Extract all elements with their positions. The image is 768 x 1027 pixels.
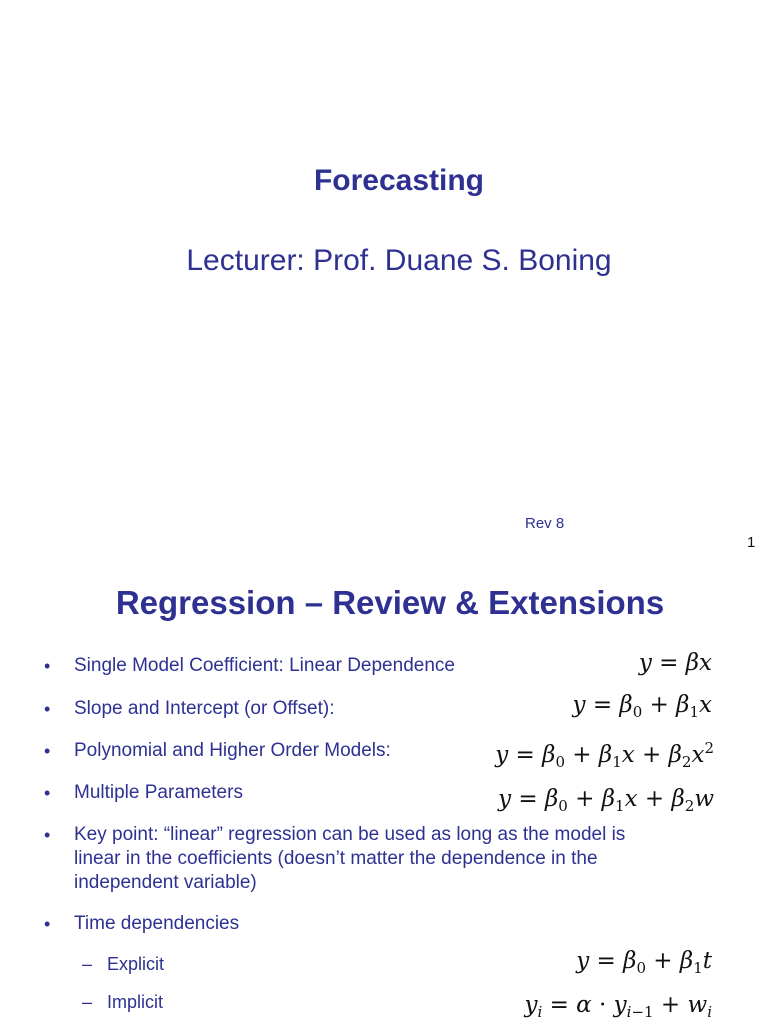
page-number: 1 bbox=[747, 534, 756, 551]
bullet-slope-intercept: Slope and Intercept (or Offset): bbox=[74, 698, 335, 719]
equation-multiple-parameters: $y = \beta_0 + \beta_1x + \beta_2w$ bbox=[498, 786, 714, 815]
bullet-single-coefficient: Single Model Coefficient: Linear Dependence bbox=[74, 655, 455, 676]
bullet-time-dependencies: Time dependencies bbox=[74, 913, 240, 934]
bullet-marker: • bbox=[44, 699, 51, 719]
bullet-key-point-line3: independent variable) bbox=[74, 872, 257, 893]
sub-bullet-explicit: Explicit bbox=[107, 954, 165, 974]
bullet-marker: • bbox=[44, 741, 51, 761]
slide1-title: Forecasting bbox=[313, 164, 485, 197]
bullet-marker: • bbox=[44, 914, 51, 934]
bullet-key-point-line2: linear in the coefficients (doesn’t matter the dependence in the bbox=[74, 848, 598, 869]
lecturer-line: Lecturer: Prof. Duane S. Boning bbox=[186, 244, 612, 277]
bullet-polynomial: Polynomial and Higher Order Models: bbox=[74, 740, 391, 761]
sub-bullet-implicit: Implicit bbox=[107, 992, 164, 1012]
bullet-multiple-parameters: Multiple Parameters bbox=[74, 782, 243, 803]
sub-bullet-marker: – bbox=[82, 954, 93, 974]
bullet-marker: • bbox=[44, 783, 51, 803]
sub-bullet-marker: – bbox=[82, 992, 93, 1012]
equation-slope-intercept: $y = \beta_0 + \beta_1x$ bbox=[572, 692, 712, 721]
equation-polynomial: $y = \beta_0 + \beta_1x + \beta_2x^2$ bbox=[495, 739, 714, 771]
equation-implicit: $y_i = \alpha \cdot y_{i-1} + w_i$ bbox=[524, 992, 712, 1021]
revision-label: Rev 8 bbox=[525, 515, 565, 532]
bullet-marker: • bbox=[44, 825, 51, 845]
equation-single-coefficient: y = βx bbox=[638, 650, 712, 676]
equation-explicit: $y = \beta_0 + \beta_1t$ bbox=[576, 948, 712, 977]
bullet-key-point-line1: Key point: “linear” regression can be used as long as the model is bbox=[74, 824, 626, 845]
slide2-title: Regression – Review & Extensions bbox=[115, 584, 665, 621]
bullet-marker: • bbox=[44, 656, 51, 676]
